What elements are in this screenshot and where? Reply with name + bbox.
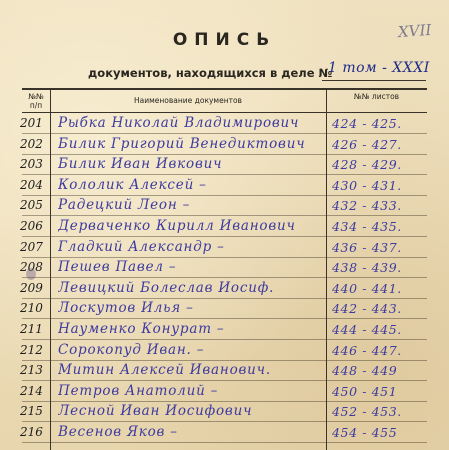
- col-header-number: №№ п/п: [28, 92, 44, 110]
- page-title: ОПИСЬ: [172, 30, 277, 50]
- row-sheet-numbers: 448 - 449: [332, 363, 398, 379]
- row-sheet-numbers: 428 - 429.: [332, 157, 402, 173]
- table-row: [0, 135, 449, 155]
- row-document-name: Митин Алексей Иванович.: [58, 362, 271, 379]
- table-row: [0, 238, 449, 258]
- table-row: [0, 382, 449, 402]
- row-rule: [22, 442, 427, 443]
- row-document-name: Весенов Яков –: [58, 424, 178, 440]
- page-subtitle: документов, находящихся в деле №: [88, 66, 333, 80]
- row-sheet-numbers: 426 - 427.: [332, 136, 402, 152]
- row-number: 210: [20, 301, 43, 316]
- row-sheet-numbers: 446 - 447.: [332, 342, 402, 358]
- table-row: [0, 423, 449, 443]
- table-top-rule: [22, 88, 427, 90]
- table-row: [0, 217, 449, 237]
- row-document-name: Левицкий Болеслав Иосиф.: [58, 279, 275, 296]
- col-header-sheets: №№ листов: [353, 92, 400, 101]
- row-document-name: Билик Григорий Венедиктович: [58, 135, 306, 152]
- row-sheet-numbers: 438 - 439.: [332, 260, 402, 276]
- row-document-name: Билик Иван Ивкович: [58, 156, 223, 173]
- table-row: [0, 258, 449, 278]
- table-row: [0, 320, 449, 340]
- table-header-rule: [22, 112, 427, 113]
- table-row: [0, 361, 449, 381]
- row-document-name: Радецкий Леон –: [58, 197, 191, 214]
- row-sheet-numbers: 424 - 425.: [332, 116, 402, 131]
- row-document-name: Кололик Алексей –: [58, 176, 207, 193]
- table-row: [0, 114, 449, 134]
- row-number: 202: [20, 136, 43, 151]
- row-sheet-numbers: 436 - 437.: [332, 239, 402, 255]
- row-number: 209: [20, 280, 43, 295]
- row-sheet-numbers: 440 - 441.: [332, 280, 402, 296]
- row-sheet-numbers: 450 - 451: [332, 383, 398, 399]
- row-document-name: Петров Анатолий –: [58, 382, 219, 399]
- row-number: 206: [20, 219, 43, 233]
- row-number: 203: [20, 157, 43, 172]
- table-row: [0, 176, 449, 196]
- row-number: 214: [20, 383, 43, 398]
- row-number: 216: [20, 425, 43, 439]
- row-sheet-numbers: 442 - 443.: [332, 301, 402, 317]
- row-document-name: Науменко Конурат –: [58, 321, 225, 337]
- row-document-name: Лесной Иван Иосифович: [58, 403, 253, 420]
- row-document-name: Лоскутов Илья –: [58, 300, 194, 317]
- row-sheet-numbers: 430 - 431.: [332, 177, 402, 193]
- table-row: [0, 155, 449, 175]
- row-number: 213: [20, 363, 43, 378]
- row-sheet-numbers: 454 - 455: [332, 425, 398, 440]
- col-header-name: Наименование документов: [134, 96, 242, 105]
- table-row: [0, 402, 449, 422]
- row-document-name: Сорокопуд Иван. –: [58, 341, 205, 358]
- row-sheet-numbers: 444 - 445.: [332, 322, 402, 337]
- table-row: [0, 196, 449, 216]
- corner-mark: XVII: [397, 20, 432, 42]
- case-number-underline: [322, 80, 426, 81]
- row-sheet-numbers: 452 - 453.: [332, 404, 402, 420]
- row-document-name: Гладкий Александр –: [58, 238, 225, 255]
- case-number: 1 том - XXXI: [328, 60, 430, 76]
- row-sheet-numbers: 432 - 433.: [332, 198, 402, 214]
- row-number: 212: [20, 342, 43, 357]
- row-number: 201: [20, 116, 43, 130]
- row-document-name: Пешев Павел –: [58, 259, 177, 276]
- row-document-name: Рыбка Николай Владимирович: [58, 115, 300, 131]
- row-sheet-numbers: 434 - 435.: [332, 219, 402, 234]
- row-number: 215: [20, 404, 43, 419]
- row-document-name: Дерваченко Кирилл Иванович: [58, 218, 296, 234]
- table-row: [0, 299, 449, 319]
- row-number: 207: [20, 239, 43, 254]
- row-number: 204: [20, 177, 43, 192]
- table-row: [0, 341, 449, 361]
- row-number: 211: [20, 322, 43, 336]
- row-number: 208: [20, 260, 43, 275]
- row-number: 205: [20, 198, 43, 213]
- table-row: [0, 279, 449, 299]
- ink-stain: [26, 268, 36, 280]
